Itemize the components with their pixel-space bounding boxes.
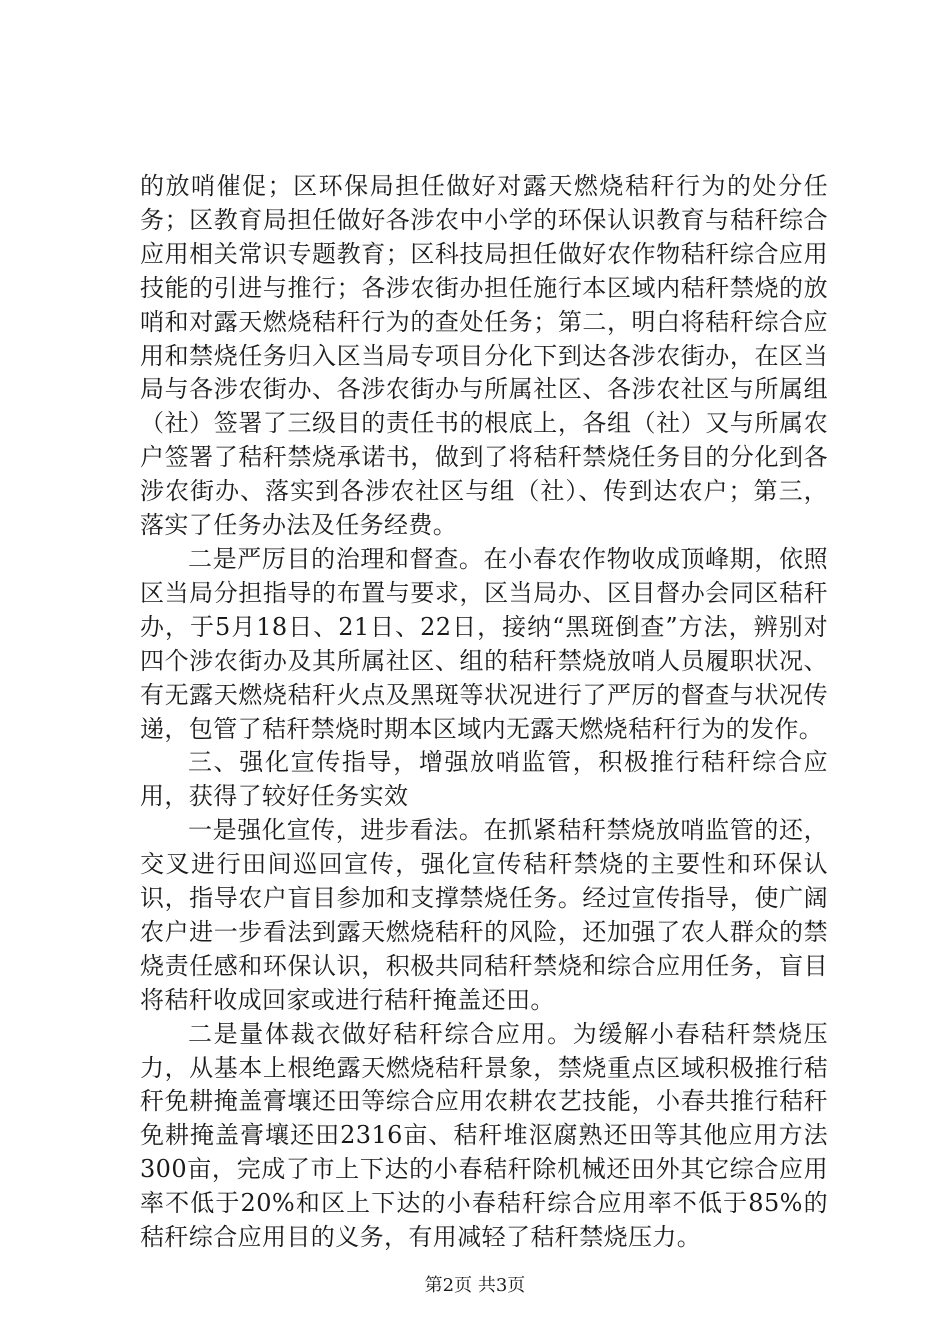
paragraph-4: 一是强化宣传，进步看法。在抓紧秸秆禁烧放哨监管的还，交叉进行田间巡回宣传，强化宣传秸秆禁烧的主要性和环保认识，指导农户盲目参加和支撑禁烧任务。经过宣传指导，使广阔农户进一步看法到露天燃烧秸秆的风险，还加强了农人群众的禁烧责任感和环保认识，积极共同秸秆禁烧和综合应用任务，盲目将秸秆收成回家或进行秸秆掩盖还田。 <box>140 816 828 1014</box>
paragraph-1: 的放哨催促；区环保局担任做好对露天燃烧秸秆行为的处分任务；区教育局担任做好各涉农中小学的环保认识教育与秸秆综合应用相关常识专题教育；区科技局担任做好农作物秸秆综合应用技能的引进与推行；各涉农街办担任施行本区域内秸秆禁烧的放哨和对露天燃烧秸秆行为的查处任务；第二，明白将秸秆综合应用和禁烧任务归入区当局专项目分化下到达各涉农街办，在区当局与各涉农街办、各涉农街办与所属社区、各涉农社区与所属组（社）签署了三级目的责任书的根底上，各组（社）又与所属农户签署了秸秆禁烧承诺书，做到了将秸秆禁烧任务目的分化到各涉农街办、落实到各涉农社区与组（社）、传到达农户；第三，落实了任务办法及任务经费。 <box>140 172 828 540</box>
page-number-footer: 第2页 共3页 <box>424 1275 526 1296</box>
document-body <box>140 170 828 1255</box>
paragraph-2: 二是严厉目的治理和督查。在小春农作物收成顶峰期，依照区当局分担指导的布置与要求，区当局办、区目督办会同区秸秆办，于5月18日、21日、22日，接纳“黑斑倒查”方法，辨别对四个涉农街办及其所属社区、组的秸秆禁烧放哨人员履职状况、有无露天燃烧秸秆火点及黑斑等状况进行了严厉的督查与状况传递，包管了秸秆禁烧时期本区域内无露天燃烧秸秆行为的发作。 <box>140 544 828 743</box>
paragraph-5: 二是量体裁衣做好秸秆综合应用。为缓解小春秸秆禁烧压力，从基本上根绝露天燃烧秸秆景象，禁烧重点区域积极推行秸秆免耕掩盖膏壤还田等综合应用农耕农艺技能，小春共推行秸秆免耕掩盖膏壤还田2316亩、秸秆堆沤腐熟还田等其他应用方法300亩，完成了市上下达的小春秸秆除机械还田外其它综合应用率不低于20%和区上下达的小春秸秆综合应用率不低于85%的秸秆综合应用目的义务，有用减轻了秸秆禁烧压力。 <box>140 1019 828 1252</box>
section-heading-3: 三、强化宣传指导，增强放哨监管，积极推行秸秆综合应用，获得了较好任务实效 <box>140 748 828 811</box>
